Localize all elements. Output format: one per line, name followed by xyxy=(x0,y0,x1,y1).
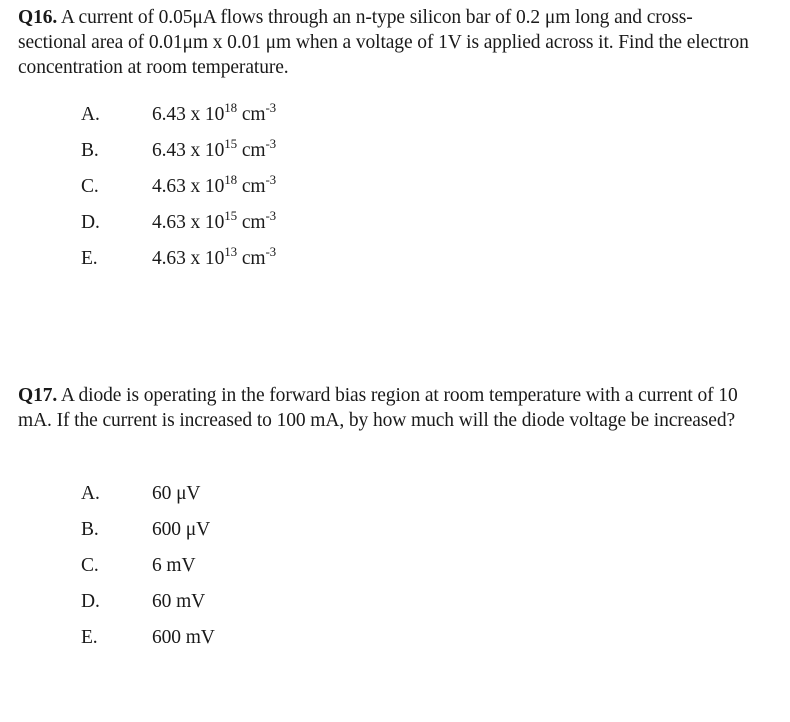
option-value: 6.43 x $10^{18}$ $cm^{-3}$ xyxy=(152,100,277,125)
option-value: 4.63 x $10^{18}$ $cm^{-3}$ xyxy=(152,172,277,197)
option-value: 6.43 x $10^{15}$ $cm^{-3}$ xyxy=(152,136,277,161)
option-letter: B. xyxy=(81,519,99,540)
question-16 xyxy=(18,5,758,269)
option-value: 60 μV xyxy=(152,483,201,504)
question-16-number: Q16. xyxy=(18,7,58,28)
option-letter: E. xyxy=(81,627,98,648)
option-letter: E. xyxy=(81,248,98,269)
option-value: 6 mV xyxy=(152,555,196,576)
question-17-text: A diode is operating in the forward bias region at room temperature with a current of 10 mA. If the current is increased to 100 mA, by how much will the diode voltage be increased? xyxy=(18,385,738,431)
question-16-text: A current of 0.05μA flows through an n-type silicon bar of 0.2 μm long and cross-sectional area of 0.01μm x 0.01 μm when a voltage of 1V is applied across it. Find the electron concentration at room temperature. xyxy=(18,7,749,78)
option-letter: A. xyxy=(81,483,100,504)
option-value: 600 mV xyxy=(152,627,215,648)
question-17 xyxy=(18,383,758,648)
question-17-number: Q17. xyxy=(18,385,58,406)
option-letter: D. xyxy=(81,212,100,233)
option-letter: A. xyxy=(81,104,100,125)
option-letter: C. xyxy=(81,555,99,576)
option-value: 4.63 x $10^{15}$ $cm^{-3}$ xyxy=(152,208,277,233)
option-letter: B. xyxy=(81,140,99,161)
option-letter: C. xyxy=(81,176,99,197)
option-value: 600 μV xyxy=(152,519,211,540)
question-17-stem xyxy=(18,383,758,433)
option-letter: D. xyxy=(81,591,100,612)
option-value: 4.63 x $10^{13}$ $cm^{-3}$ xyxy=(152,244,277,269)
option-value: 60 mV xyxy=(152,591,206,612)
question-16-stem xyxy=(18,5,758,80)
